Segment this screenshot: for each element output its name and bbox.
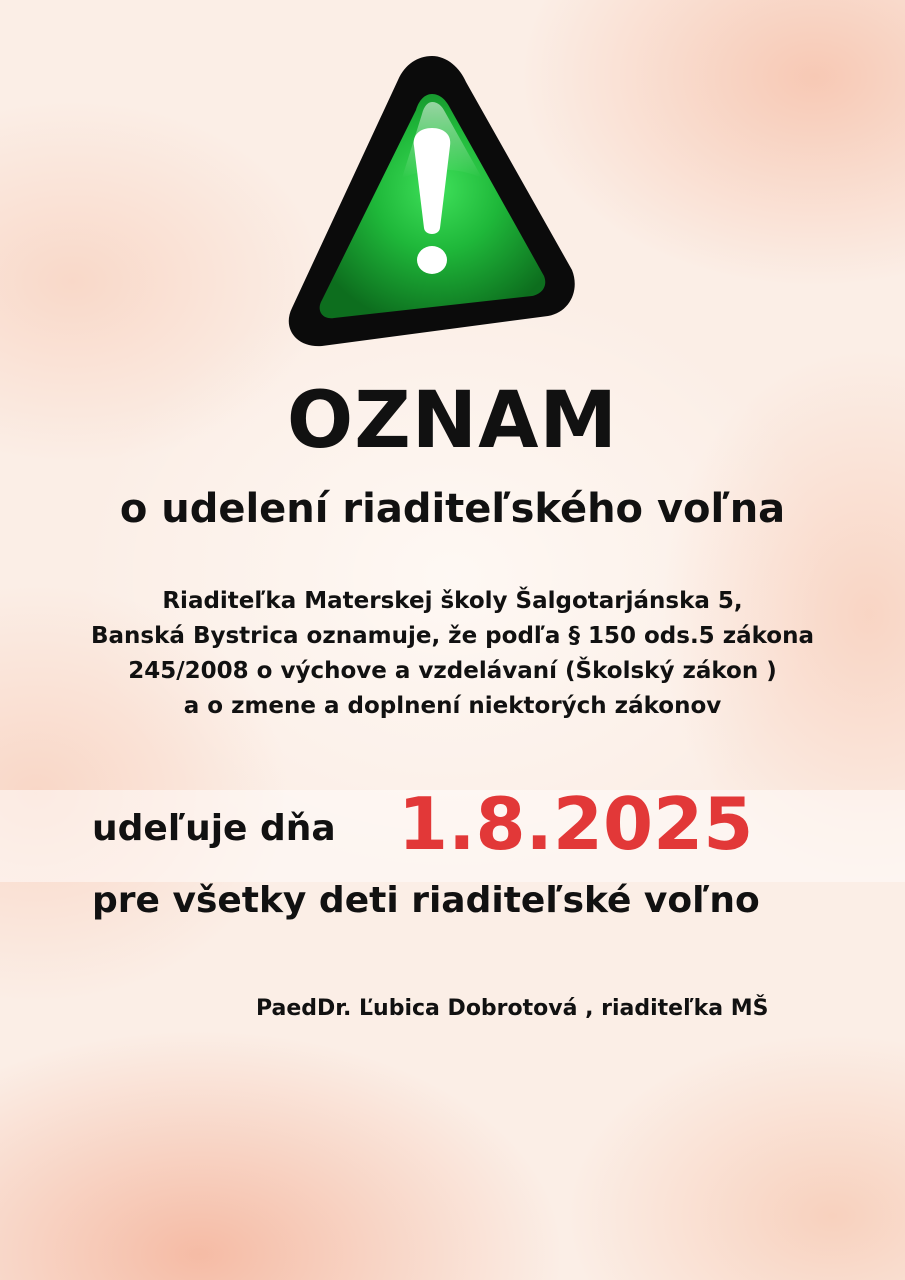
body-line: 245/2008 o výchove a vzdelávaní (Školský zákon )	[128, 658, 777, 684]
holiday-date: 1.8.2025	[398, 782, 754, 866]
exclamation-dot	[417, 246, 447, 274]
body-line: Banská Bystrica oznamuje, že podľa § 150 ods.5 zákona	[91, 623, 814, 649]
signature: PaedDr. Ľubica Dobrotová , riaditeľka MŠ	[256, 996, 769, 1021]
body-line: Riaditeľka Materskej školy Šalgotarjánska 5,	[162, 588, 743, 614]
notice-subtitle: o udelení riaditeľského voľna	[119, 486, 786, 532]
holiday-description: pre všetky deti riaditeľské voľno	[92, 880, 760, 921]
warning-triangle-icon	[282, 50, 582, 350]
notice-body	[0, 584, 905, 724]
body-line: a o zmene a doplnení niektorých zákonov	[183, 693, 722, 719]
grant-label: udeľuje dňa	[92, 808, 336, 849]
notice-title: OZNAM	[286, 376, 619, 466]
